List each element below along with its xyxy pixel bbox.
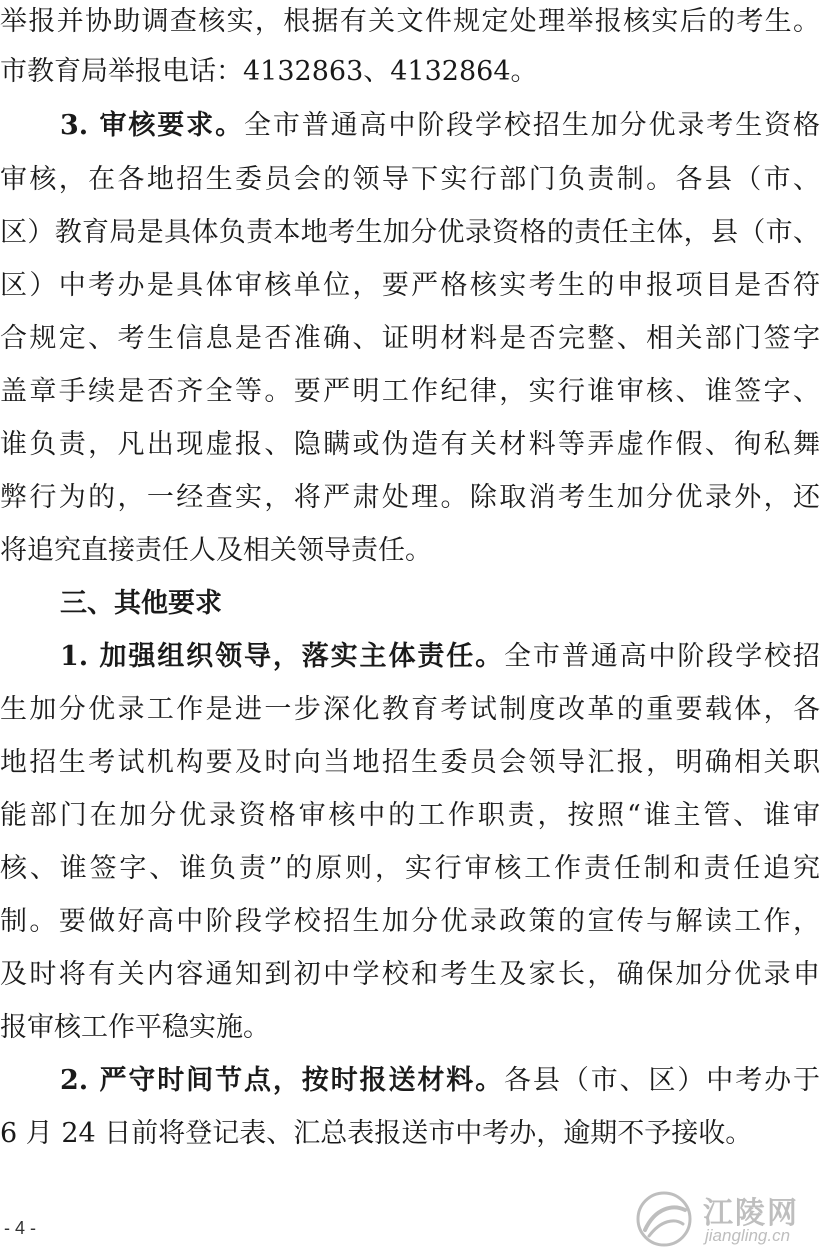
doc-line-15: 地招生考试机构要及时向当地招生委员会领导汇报，明确相关职 <box>0 747 820 778</box>
doc-line-1: 举报并协助调查核实，根据有关文件规定处理举报核实后的考生。 <box>0 6 820 37</box>
doc-line-22: 6 月 24 日前将登记表、汇总表报送市中考办，逾期不予接收。 <box>0 1118 753 1149</box>
doc-line-4: 审核，在各地招生委员会的领导下实行部门负责制。各县（市、 <box>0 164 820 195</box>
doc-line-17: 核、谁签字、谁负责”的原则，实行审核工作责任制和责任追究 <box>0 853 820 884</box>
doc-line-18: 制。要做好高中阶段学校招生加分优录政策的宣传与解读工作， <box>0 906 820 937</box>
section-heading-other-requirements: 三、其他要求 <box>60 588 222 619</box>
item-2-heading-line: 2. 严守时间节点，按时报送材料。各县（市、区）中考办于 <box>60 1065 820 1096</box>
doc-line-16: 能部门在加分优录资格审核中的工作职责，按照“谁主管、谁审 <box>0 800 820 831</box>
doc-line-9: 谁负责，凡出现虚报、隐瞒或伪造有关材料等弄虚作假、徇私舞 <box>0 429 820 460</box>
doc-line-7: 合规定、考生信息是否准确、证明材料是否完整、相关部门签字 <box>0 323 820 354</box>
doc-line-10: 弊行为的，一经查实，将严肃处理。除取消考生加分优录外，还 <box>0 482 820 513</box>
doc-line-11: 将追究直接责任人及相关领导责任。 <box>0 535 432 566</box>
doc-line-20: 报审核工作平稳实施。 <box>0 1012 270 1043</box>
doc-line-14: 生加分优录工作是进一步深化教育考试制度改革的重要载体，各 <box>0 694 820 725</box>
doc-line-19: 及时将有关内容通知到初中学校和考生及家长，确保加分优录申 <box>0 959 820 990</box>
doc-line-6: 区）中考办是具体审核单位，要严格核实考生的申报项目是否符 <box>0 270 820 301</box>
section-3-heading-line: 3. 审核要求。全市普通高中阶段学校招生加分优录考生资格 <box>60 110 820 141</box>
section-3-lead: 3. 审核要求。 <box>60 110 244 141</box>
watermark-url: jiangling.cn <box>705 1226 791 1245</box>
doc-line-5: 区）教育局是具体负责本地考生加分优录资格的责任主体，县（市、 <box>0 217 820 248</box>
item-1-heading-line: 1. 加强组织领导，落实主体责任。全市普通高中阶段学校招 <box>60 641 820 672</box>
item-1-lead: 1. 加强组织领导，落实主体责任。 <box>60 641 505 672</box>
page-number: - 4 - <box>4 1218 37 1238</box>
doc-line-2: 市教育局举报电话：4132863、4132864。 <box>0 56 538 87</box>
doc-line-8: 盖章手续是否齐全等。要严明工作纪律，实行谁审核、谁签字、 <box>0 376 820 407</box>
item-2-lead: 2. 严守时间节点，按时报送材料。 <box>60 1065 505 1096</box>
watermark <box>623 1188 823 1250</box>
watermark-name: 江陵网 <box>703 1196 799 1231</box>
site-logo-icon <box>633 1190 695 1248</box>
